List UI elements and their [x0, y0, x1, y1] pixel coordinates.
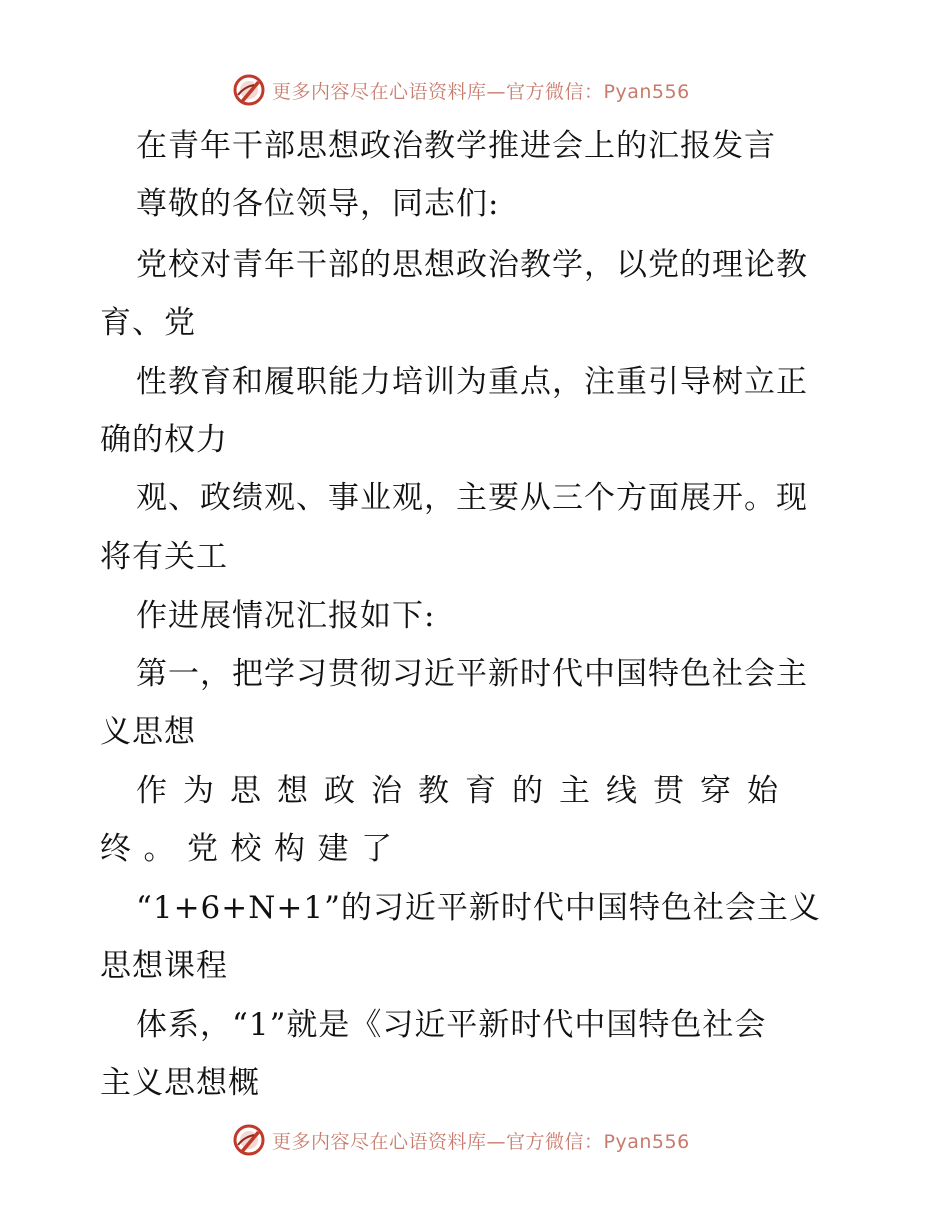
- text-line: 作进展情况汇报如下:: [136, 598, 436, 634]
- quill-circle-logo-icon: [232, 1123, 266, 1157]
- watermark-banner-bottom: [232, 1122, 690, 1158]
- text-line: 将有关工: [100, 539, 228, 575]
- salutation: 尊敬的各位领导，同志们:: [136, 186, 500, 222]
- text-line: 党校对青年干部的思想政治教学，以党的理论教: [136, 247, 808, 283]
- text-line: 确的权力: [100, 422, 228, 458]
- watermark-text: 更多内容尽在心语资料库—官方微信：Pyan556: [272, 1130, 690, 1153]
- text-line: 思想课程: [100, 948, 228, 984]
- text-line: 作为思想政治教育的主线贯穿始: [136, 773, 794, 809]
- text-line: 主义思想概: [100, 1065, 260, 1101]
- text-line: 第一，把学习贯彻习近平新时代中国特色社会主: [136, 656, 808, 692]
- text-line: 育、党: [100, 305, 196, 341]
- text-line: 终。党校构建了: [100, 831, 405, 867]
- text-line: 观、政绩观、事业观，主要从三个方面展开。现: [136, 480, 808, 516]
- text-line: 义思想: [100, 714, 196, 750]
- text-line: 性教育和履职能力培训为重点，注重引导树立正: [136, 364, 808, 400]
- text-line: “1+6+N+1”的习近平新时代中国特色社会主义: [136, 890, 821, 926]
- watermark-text: 更多内容尽在心语资料库—官方微信：Pyan556: [272, 80, 690, 103]
- text-line: 体系，“1”就是《习近平新时代中国特色社会: [136, 1007, 767, 1043]
- document-title: 在青年干部思想政治教学推进会上的汇报发言: [136, 128, 776, 164]
